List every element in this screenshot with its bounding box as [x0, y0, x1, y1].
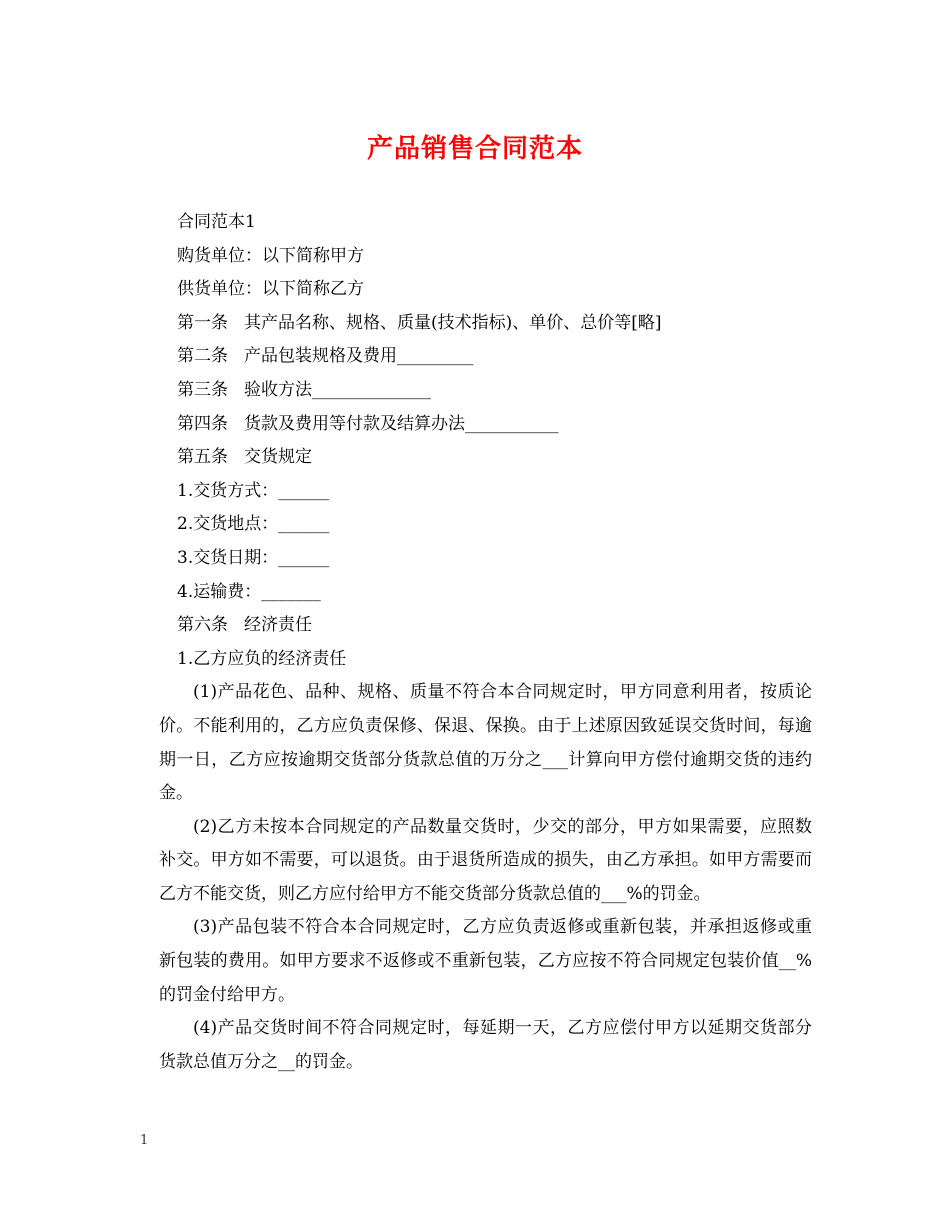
- article-3: [177, 374, 812, 408]
- article-text: 验收方法______________: [244, 379, 431, 400]
- article-number: 第四条: [177, 413, 228, 434]
- article-6: [177, 609, 812, 643]
- article-number: 第六条: [177, 615, 228, 636]
- article-text: 货款及费用等付款及结算办法___________: [244, 413, 559, 434]
- article-text: 经济责任: [244, 615, 312, 636]
- paragraph-4: (4)产品交货时间不符合同规定时，每延期一天，乙方应偿付甲方以延期交货部分货款总值万分之__的罚金。: [159, 1018, 812, 1072]
- article-number: 第五条: [177, 447, 228, 468]
- article-4: [177, 408, 812, 442]
- buyer-line: 购货单位：以下简称甲方: [177, 245, 364, 266]
- page-number: 1: [140, 1133, 149, 1148]
- delivery-location: 2.交货地点：______: [177, 514, 330, 535]
- paragraph-2: (2)乙方未按本合同规定的产品数量交货时，少交的部分，甲方如果需要，应照数补交。甲方如不需要，可以退货。由于退货所造成的损失，由乙方承担。如甲方需要而乙方不能交货，则乙方应付给甲方不能交货部分货款总值的___%的罚金。: [159, 816, 812, 904]
- document-body: [159, 206, 812, 1079]
- article-text: 交货规定: [244, 447, 312, 468]
- article-5: [177, 441, 812, 475]
- article-number: 第三条: [177, 379, 228, 400]
- paragraph-3: (3)产品包装不符合本合同规定时，乙方应负责返修或重新包装，并承担返修或重新包装的费用。如甲方要求不返修或不重新包装，乙方应按不符合同规定包装价值__%的罚金付给甲方。: [159, 917, 812, 1005]
- article-text: 产品包装规格及费用_________: [244, 346, 474, 367]
- article-2: [177, 340, 812, 374]
- article-1: [177, 307, 812, 341]
- paragraph-1: (1)产品花色、品种、规格、质量不符合本合同规定时，甲方同意利用者，按质论价。不能利用的，乙方应负责保修、保退、保换。由于上述原因致延误交货时间，每逾期一日，乙方应按逾期交货部分货款总值的万分之___计算向甲方偿付逾期交货的违约金。: [159, 682, 812, 804]
- article-text: 其产品名称、规格、质量(技术指标)、单价、总价等[略]: [244, 312, 662, 333]
- delivery-method: 1.交货方式：______: [177, 480, 330, 501]
- supplier-line: 供货单位：以下简称乙方: [177, 279, 364, 300]
- delivery-date: 3.交货日期：______: [177, 547, 330, 568]
- contract-label: 合同范本1: [177, 212, 256, 232]
- sub-heading: 1.乙方应负的经济责任: [177, 648, 347, 669]
- document-title: 产品销售合同范本: [366, 134, 583, 164]
- transport-fee: 4.运输费：_______: [177, 581, 321, 602]
- article-number: 第一条: [177, 312, 228, 333]
- article-number: 第二条: [177, 346, 228, 367]
